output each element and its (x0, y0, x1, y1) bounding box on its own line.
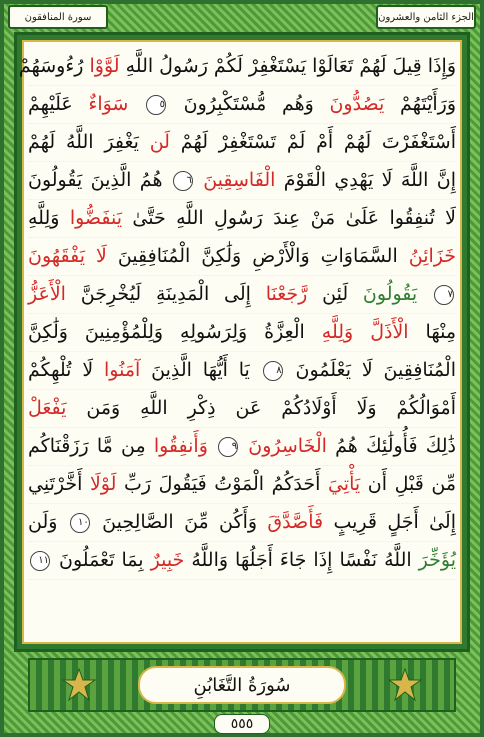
verse-text: يَغْفِرَ اللَّهُ لَهُمْ (28, 131, 150, 153)
verse-text (195, 169, 203, 191)
surah-name-header-label: سورة المنافقون (24, 11, 92, 23)
ayah-number-marker: ١٠ (70, 513, 90, 533)
ayah-number-marker: ١١ (30, 551, 50, 571)
verse-text: مِن مَّا رَزَقْنَاكُم (28, 435, 154, 457)
verse-line (28, 390, 456, 428)
verse-text: الْمُنَافِقِينَ لَا يَعْلَمُونَ (284, 359, 456, 381)
verse-line (28, 162, 456, 200)
verse-text (417, 283, 432, 305)
highlighted-word: خَزَائِنُ (408, 245, 456, 267)
highlighted-word: رَّجَعْنَا (265, 283, 308, 305)
verse-text: الْعِزَّةُ وَلِرَسُولِهِ وَلِلْمُؤْمِنِينَ وَلَٰكِنَّ (28, 321, 322, 343)
verse-text (353, 321, 370, 343)
verse-text: ذَٰلِكَ فَأُولَٰئِكَ هُمُ (326, 435, 456, 457)
star-ornament-icon (62, 668, 96, 702)
highlighted-word: لَوَّوْا (89, 55, 120, 77)
verse-text: وَلِلَّهِ (28, 207, 70, 229)
highlighted-word: لَن (149, 131, 170, 153)
verse-line (28, 504, 456, 542)
highlighted-word: وَأَنفِقُوا (153, 435, 208, 457)
verse-text: وَإِذَا قِيلَ لَهُمْ تَعَالَوْا يَسْتَغْفِرْ لَكُمْ رَسُولُ اللَّهِ (119, 55, 456, 77)
highlighted-word: فَأَصَّدَّقَ (267, 511, 324, 533)
verse-text: وَرَأَيْتَهُمْ (384, 93, 456, 115)
verse-text: أَحَدَكُمُ الْمَوْتُ فَيَقُولَ رَبِّ (116, 473, 328, 495)
verse-text (208, 435, 216, 457)
ayah-number-marker: ٨ (263, 361, 283, 381)
verse-text: أَمْوَالُكُمْ وَلَا أَوْلَادُكُمْ عَن ذِكْرِ اللَّهِ وَمَن (66, 397, 456, 419)
verse-text: رُءُوسَهُمْ (18, 55, 90, 77)
highlighted-word: يَقُولُونَ (362, 283, 418, 305)
ayah-number-marker: ٧ (434, 285, 454, 305)
verse-line (28, 238, 456, 276)
highlighted-word: الْفَاسِقِينَ (203, 169, 276, 191)
verse-text: بِمَا تَعْمَلُونَ (52, 549, 151, 571)
star-ornament-icon (388, 668, 422, 702)
highlighted-word: الْأَذَلَّ (370, 321, 409, 343)
verse-text: السَّمَاوَاتِ وَالْأَرْضِ وَلَٰكِنَّ الْمُنَافِقِينَ (106, 245, 409, 267)
highlighted-word: الْخَاسِرُونَ (248, 435, 327, 457)
highlighted-word: يُؤَخِّرَ (418, 549, 456, 571)
surah-name-header (8, 5, 108, 29)
surah-title (138, 666, 346, 704)
verse-text: يَا أَيُّهَا الَّذِينَ (140, 359, 261, 381)
ayah-number-marker: ٩ (218, 437, 238, 457)
verse-text: مِنْهَا (408, 321, 456, 343)
verse-text: وَأَكُن مِّنَ الصَّالِحِينَ (91, 511, 268, 533)
verse-text: أَسْتَغْفَرْتَ لَهُمْ أَمْ لَمْ تَسْتَغْفِرْ لَهُمْ (169, 131, 456, 153)
verse-line (18, 48, 456, 86)
verse-text: وَهُم مُّسْتَكْبِرُونَ (168, 93, 330, 115)
verse-text: وَلَن (28, 511, 68, 533)
highlighted-word: آمَنُوا (104, 359, 141, 381)
verse-text: هُمُ الَّذِينَ يَقُولُونَ (28, 169, 171, 191)
highlighted-word: لَا يَفْقَهُونَ (28, 245, 107, 267)
verse-line (28, 352, 456, 390)
page-number-label: ٥٥٥ (214, 714, 271, 734)
highlighted-word: يَفْعَلْ (28, 397, 67, 419)
juz-header (376, 5, 476, 29)
ayah-number-marker: ٥ (146, 95, 166, 115)
verse-line (28, 124, 456, 162)
page-header (0, 0, 484, 30)
highlighted-word: لَوْلَا (89, 473, 117, 495)
verse-text: إِلَى الْمَدِينَةِ لَيُخْرِجَنَّ (65, 283, 266, 305)
verse-text (128, 93, 144, 115)
highlighted-word: يَنفَضُّوا (69, 207, 123, 229)
verse-text: أَخَّرْتَنِي (28, 473, 90, 495)
verse-line (28, 466, 456, 504)
verse-text: إِنَّ اللَّهَ لَا يَهْدِي الْقَوْمَ (275, 169, 456, 191)
verse-line (28, 200, 456, 238)
verse-line (28, 542, 456, 580)
surah-title-label: سُورَةُ التَّغَابُنِ (193, 674, 291, 696)
verse-line (28, 86, 456, 124)
juz-header-label: الجزء الثامن والعشرون (378, 11, 474, 23)
verse-text: إِلَىٰ أَجَلٍ قَرِيبٍ (323, 511, 456, 533)
highlighted-word: سَوَاءٌ (88, 93, 129, 115)
page-number (0, 714, 484, 736)
highlighted-word: وَلِلَّهِ (321, 321, 354, 343)
highlighted-word: يَصُدُّونَ (329, 93, 385, 115)
verse-text: لَا تُلْهِكُمْ (28, 359, 104, 381)
verse-text: لَئِن (307, 283, 363, 305)
verse-text: اللَّهُ نَفْسًا إِذَا جَاءَ أَجَلُهَا وَاللَّهُ (184, 549, 419, 571)
verse-line (28, 314, 456, 352)
ayah-number-marker: ٦ (173, 171, 193, 191)
verse-line (28, 276, 456, 314)
verse-text: مِّن قَبْلِ أَن (360, 473, 457, 495)
highlighted-word: خَبِيرٌ (150, 549, 185, 571)
highlighted-word: الْأَعَزُّ (28, 283, 66, 305)
verse-line (28, 428, 456, 466)
verse-text: لَا تُنفِقُوا عَلَىٰ مَنْ عِندَ رَسُولِ اللَّهِ حَتَّىٰ (122, 207, 456, 229)
verse-text-area (18, 48, 457, 640)
verse-text: عَلَيْهِمْ (28, 93, 89, 115)
highlighted-word: يَأْتِيَ (327, 473, 361, 495)
